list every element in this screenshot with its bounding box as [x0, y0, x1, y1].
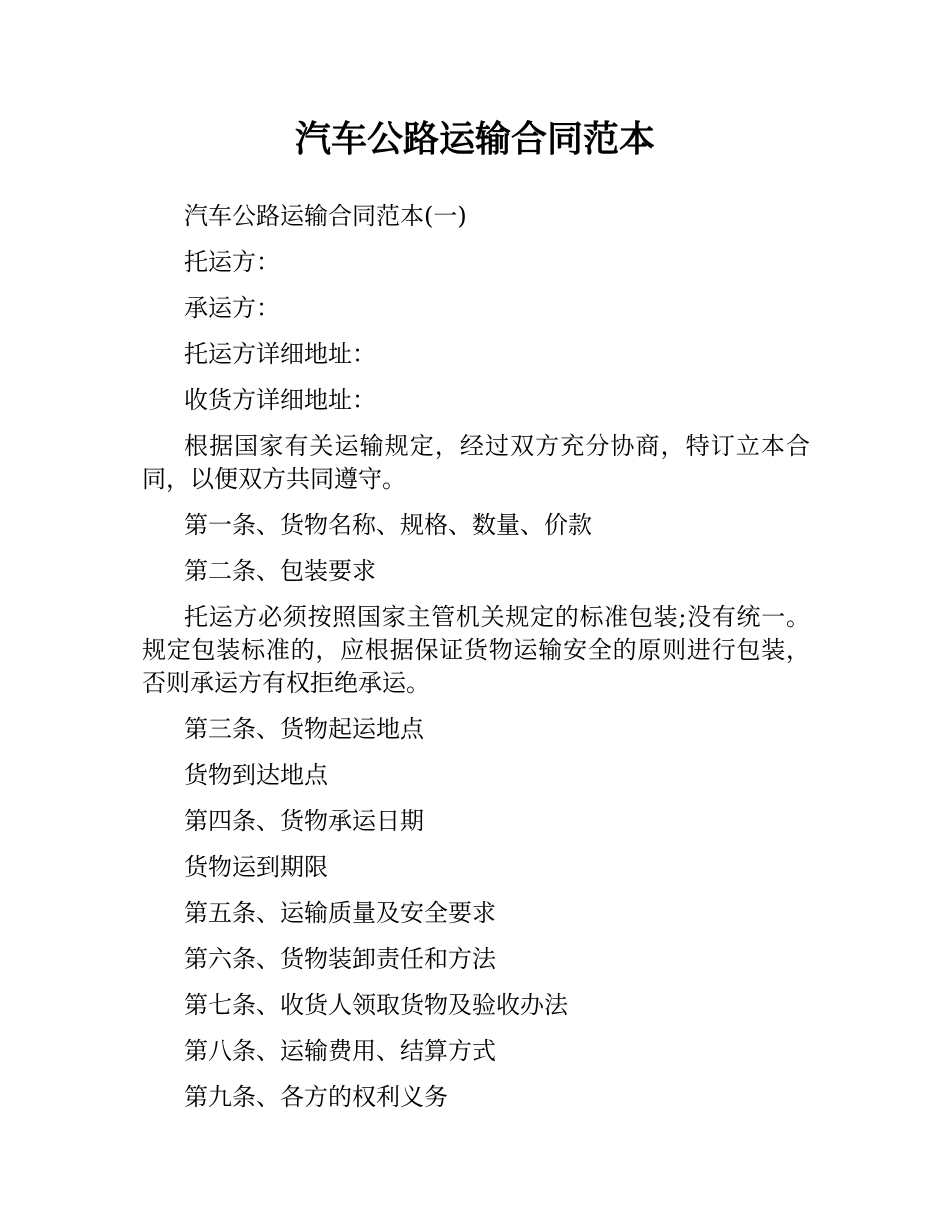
- paragraph-article-2: 第二条、包装要求: [184, 557, 376, 585]
- paragraph-article-1: 第一条、货物名称、规格、数量、价款: [184, 511, 592, 539]
- document-body: [142, 200, 810, 1127]
- paragraph-article-8: 第八条、运输费用、结算方式: [184, 1037, 496, 1065]
- paragraph-article-4: 第四条、货物承运日期: [184, 807, 424, 835]
- paragraph-article-6: 第六条、货物装卸责任和方法: [184, 945, 496, 973]
- paragraph-preamble: 根据国家有关运输规定，经过双方充分协商，特订立本合同，以便双方共同遵守。: [142, 432, 810, 493]
- paragraph-consignee-address: 收货方详细地址：: [184, 386, 376, 414]
- paragraph-article-5: 第五条、运输质量及安全要求: [184, 899, 496, 927]
- paragraph-shipper: 托运方：: [184, 248, 280, 276]
- paragraph-destination: 货物到达地点: [184, 761, 328, 789]
- paragraph-article-7: 第七条、收货人领取货物及验收办法: [184, 991, 568, 1019]
- document-title: 汽车公路运输合同范本: [294, 119, 655, 160]
- paragraph-carrier: 承运方：: [184, 294, 280, 322]
- paragraph-article-3: 第三条、货物起运地点: [184, 715, 424, 743]
- paragraph-article-9: 第九条、各方的权利义务: [184, 1083, 448, 1111]
- paragraph-shipper-address: 托运方详细地址：: [184, 340, 376, 368]
- paragraph-contract-subtitle: 汽车公路运输合同范本(一): [184, 202, 467, 230]
- paragraph-delivery-deadline: 货物运到期限: [184, 853, 328, 881]
- paragraph-packaging-terms: 托运方必须按照国家主管机关规定的标准包装;没有统一。规定包装标准的，应根据保证货物运输安全的原则进行包装，否则承运方有权拒绝承运。: [142, 603, 810, 697]
